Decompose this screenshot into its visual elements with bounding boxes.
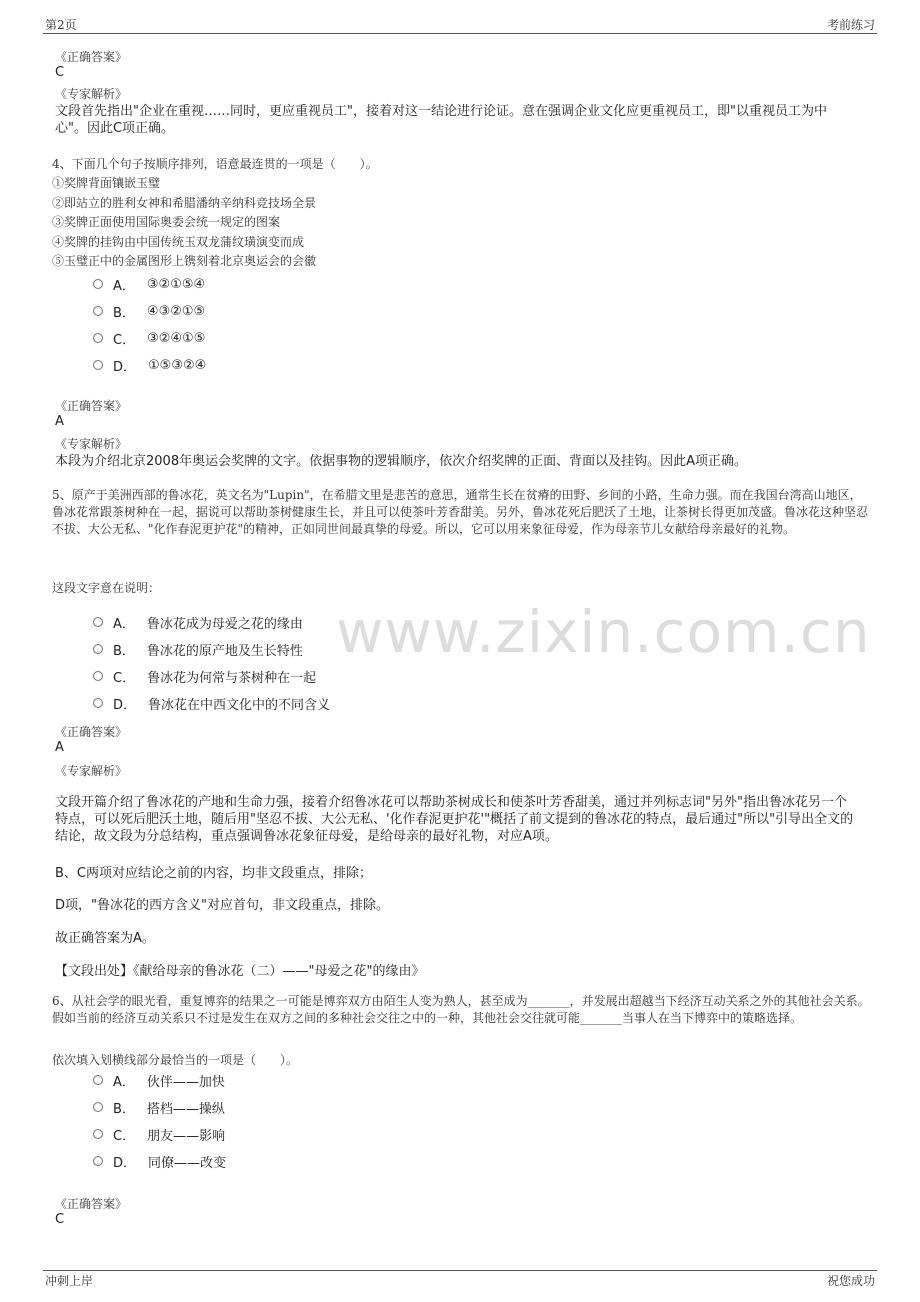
radio-icon[interactable]: [93, 333, 103, 343]
analysis-text: 文段开篇介绍了鲁冰花的产地和生命力强，接着介绍鲁冰花可以帮助茶树成长和使茶叶芳香甜美，通过并列标志词"另外"指出鲁冰花另一个特点，可以死后肥沃土地，随后用"坚忍不拔、大公无私、'化作春泥更护花'"概括了前文提到的鲁冰花的特点，最后通过"所以"引导出全文的结论，故文段为分总结构，重点强调鲁冰花象征母爱，是给母亲的最好礼物，对应A项。: [55, 795, 854, 844]
radio-icon[interactable]: [93, 1129, 103, 1139]
sentence-item: ④奖牌的挂钩由中国传统玉双龙蒲纹璜演变而成: [52, 235, 305, 249]
answer-heading: 《正确答案》: [55, 50, 128, 64]
answer-heading: 《正确答案》: [55, 725, 128, 739]
page-number: 第2页: [45, 18, 77, 32]
option-c[interactable]: C． 朋友——影响: [93, 1124, 225, 1144]
analysis-text: D项，"鲁冰花的西方含义"对应首句，非文段重点，排除。: [55, 898, 389, 913]
radio-icon[interactable]: [93, 360, 103, 370]
sentence-item: ⑤玉璧正中的金属图形上镌刻着北京奥运会的会徽: [52, 254, 317, 268]
watermark: www.zixin.com.cn: [336, 598, 871, 666]
question-stem: 5、原产于美洲西部的鲁冰花，英文名为"Lupin"，在希腊文里是悲苦的意思，通常生长在贫瘠的田野、乡间的小路，生命力强。而在我国台湾高山地区，鲁冰花常跟茶树种在一起，据说可以帮助茶树健康生长，并且可以使茶叶芳香甜美。另外，鲁冰花死后肥沃了土地，让茶树长得更加茂盛。鲁冰花这种坚忍不拔、大公无私、"化作春泥更护花"的精神，正如同世间最真挚的母爱。所以，它可以用来象征母爱，作为母亲节儿女献给母亲最好的礼物。: [52, 488, 869, 536]
option-c[interactable]: C． 鲁冰花为何常与茶树种在一起: [93, 666, 316, 686]
radio-icon[interactable]: [93, 1102, 103, 1112]
option-d[interactable]: D． 鲁冰花在中西文化中的不同含义: [93, 693, 330, 713]
radio-icon[interactable]: [93, 698, 103, 708]
question-stem: 6、从社会学的眼光看，重复博弈的结果之一可能是博弈双方由陌生人变为熟人，甚至成为_______，并发展出超越当下经济互动关系之外的其他社会关系。假如当前的经济互动关系只不过是发生在双方之间的多种社会交往之中的一种，其他社会交往就可能_______当事人在当下博弈中的策略选择。: [52, 994, 870, 1025]
option-a[interactable]: A． 鲁冰花成为母爱之花的缘由: [93, 612, 303, 632]
sentence-item: ①奖牌背面镶嵌玉璧: [52, 176, 161, 190]
radio-icon[interactable]: [93, 306, 103, 316]
sentence-item: ②即站立的胜利女神和希腊潘纳辛纳科竞技场全景: [52, 196, 317, 210]
option-b[interactable]: B． 鲁冰花的原产地及生长特性: [93, 639, 303, 659]
header-title: 考前练习: [826, 18, 875, 32]
question-prompt: 依次填入划横线部分最恰当的一项是（ ）。: [52, 1053, 299, 1067]
analysis-heading: 《专家解析》: [55, 764, 128, 778]
analysis-text: B、C两项对应结论之前的内容，均非文段重点，排除；: [55, 866, 372, 881]
answer-heading: 《正确答案》: [55, 399, 128, 413]
option-a[interactable]: A． ③②①⑤④: [93, 274, 205, 294]
sentence-item: ③奖牌正面使用国际奥委会统一规定的图案: [52, 215, 281, 229]
option-b[interactable]: B． 搭档——操纵: [93, 1097, 225, 1117]
question-stem: 4、下面几个句子按顺序排列，语意最连贯的一项是（ ）。: [52, 157, 378, 171]
footer-rule: [43, 1270, 877, 1271]
answer-value: C: [55, 1212, 65, 1227]
radio-icon[interactable]: [93, 1075, 103, 1085]
answer-heading: 《正确答案》: [55, 1197, 128, 1211]
option-c[interactable]: C． ③②④①⑤: [93, 328, 205, 348]
answer-value: A: [55, 740, 64, 755]
radio-icon[interactable]: [93, 1156, 103, 1166]
option-d[interactable]: D． ①⑤③②④: [93, 355, 206, 375]
option-d[interactable]: D． 同僚——改变: [93, 1151, 226, 1171]
radio-icon[interactable]: [93, 279, 103, 289]
analysis-text: 本段为介绍北京2008年奥运会奖牌的文字。依据事物的逻辑顺序，依次介绍奖牌的正面、背面以及挂钩。因此A项正确。: [55, 454, 747, 469]
option-b[interactable]: B． ④③②①⑤: [93, 301, 205, 321]
question-prompt: 这段文字意在说明：: [52, 581, 161, 595]
source-note: 【文段出处】《献给母亲的鲁冰花（二）——"母爱之花"的缘由》: [55, 964, 425, 979]
header-rule: [43, 33, 877, 34]
answer-value: C: [55, 65, 65, 80]
radio-icon[interactable]: [93, 671, 103, 681]
analysis-heading: 《专家解析》: [55, 87, 128, 101]
footer-left: 冲刺上岸: [45, 1274, 94, 1288]
analysis-text: 故正确答案为A。: [55, 931, 155, 946]
option-a[interactable]: A． 伙伴——加快: [93, 1070, 225, 1090]
radio-icon[interactable]: [93, 644, 103, 654]
answer-value: A: [55, 414, 64, 429]
radio-icon[interactable]: [93, 617, 103, 627]
analysis-heading: 《专家解析》: [55, 437, 128, 451]
footer-right: 祝您成功: [826, 1274, 875, 1288]
analysis-text: 文段首先指出"企业在重视……同时，更应重视员工"，接着对这一结论进行论证。意在强调企业文化应更重视员工，即"以重视员工为中心"。因此C项正确。: [55, 104, 827, 136]
